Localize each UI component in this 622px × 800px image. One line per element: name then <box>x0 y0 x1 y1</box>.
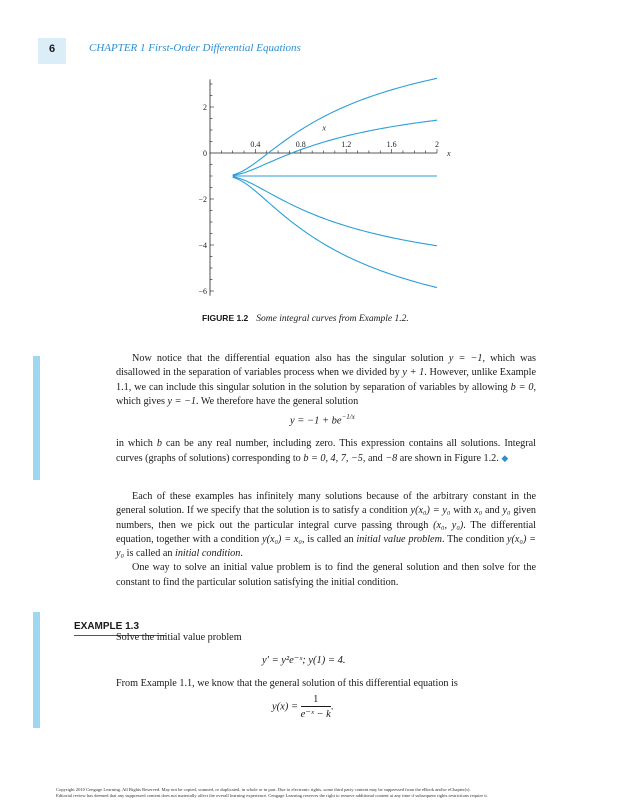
x-axis-label: x <box>447 149 451 158</box>
page-number: 6 <box>38 38 66 64</box>
example-general-solution-text: From Example 1.1, we know that the general solution of this differential equation is <box>116 678 458 689</box>
y-tick-label: 2 <box>203 103 207 112</box>
paragraph-method: One way to solve an initial value problem is to find the general solution and then solve for the constant to find the particular solution satisfying the initial condition. <box>116 562 536 588</box>
end-of-example-icon: ◆ <box>501 453 509 464</box>
x-tick-label: 1.6 <box>386 140 397 149</box>
solution-fraction: $\frac{1}{\text{e⁻ˣ − k}}$ <box>300 694 331 720</box>
y-tick-label: −2 <box>198 195 207 204</box>
general-solution-equation: $y = -1 + be^{-1/x}$ <box>290 413 355 427</box>
y-tick-label: −4 <box>198 241 207 250</box>
figure-label: FIGURE 1.2 <box>202 313 249 323</box>
integral-curve <box>233 78 437 175</box>
paragraph-integral-curves: in which b can be any real number, including zero. This expression contains all solutions. Integral curves (graphs of solutions) corresponding to b = 0, 4, 7, −5, and −8 are shown in Figure 1.2. ◆ <box>116 438 536 465</box>
paragraph-initial-value: Each of these examples has infinitely many solutions because of the arbitrary constant in the general solution. If we specify that the solution is to satisfy a condition y(x₀) = y₀ with x₀ and y₀ given numbers, then we pick out the particular integral curve passing through (x₀, y₀). The differential equation, together with a condition y(x₀) = x₀, is called an initial value problem. The condition y(x₀) = y₀ is called an initial condition. One way to solve an initial value problem is to find the general solution and then solve for the constant to find the particular solution satisfying the initial condition. <box>116 490 536 590</box>
integral-curve <box>233 120 437 175</box>
figure-caption-text: Some integral curves from Example 1.2. <box>256 314 409 324</box>
y-tick-label: 0 <box>203 149 207 158</box>
example-heading: EXAMPLE 1.3 <box>74 621 166 636</box>
solution-fraction-equation: y(x) = $\frac{1}{\text{e⁻ˣ − k}}$ . <box>272 694 334 720</box>
integral-curve <box>233 177 437 287</box>
margin-bar <box>33 356 40 480</box>
figure-caption <box>202 313 409 324</box>
example-intro: Solve the initial value problem <box>116 632 242 643</box>
initial-value-problem-equation: y′ = y²e⁻ˣ; y(1) = 4. <box>262 655 346 666</box>
figure-1-2-chart <box>0 0 622 330</box>
annotation-label: x <box>322 123 326 133</box>
integral-curve <box>233 177 437 246</box>
y-tick-label: −6 <box>198 287 207 296</box>
paragraph-singular-solution: Now notice that the differential equation also has the singular solution y = −1, which was disallowed in the separation of variables process when we divided by y + 1. However, unlike Example 1.1, we can include this singular solution in the solution by separation of variables by allowing b = 0, which gives y = −1. We therefore have the general solution <box>116 353 536 407</box>
x-tick-label: 0.4 <box>250 140 261 149</box>
margin-bar <box>33 612 40 728</box>
chapter-title: CHAPTER 1 First-Order Differential Equations <box>89 42 301 54</box>
x-tick-label: 2 <box>435 140 439 149</box>
copyright-footer: Copyright 2010 Cengage Learning. All Rights Reserved. May not be copied, scanned, or duplicated, in whole or in part. Due to electronic rights, some third party content may be suppressed from the eBook and/or eChapter(s). Editorial review has deemed that any suppressed content does not materially affect the overall learning experience. Cengage Learning reserves the right to remove additional content at any time if subsequent rights restrictions require it. <box>56 787 488 798</box>
x-tick-label: 1.2 <box>341 140 352 149</box>
x-tick-label: 0.8 <box>295 140 306 149</box>
